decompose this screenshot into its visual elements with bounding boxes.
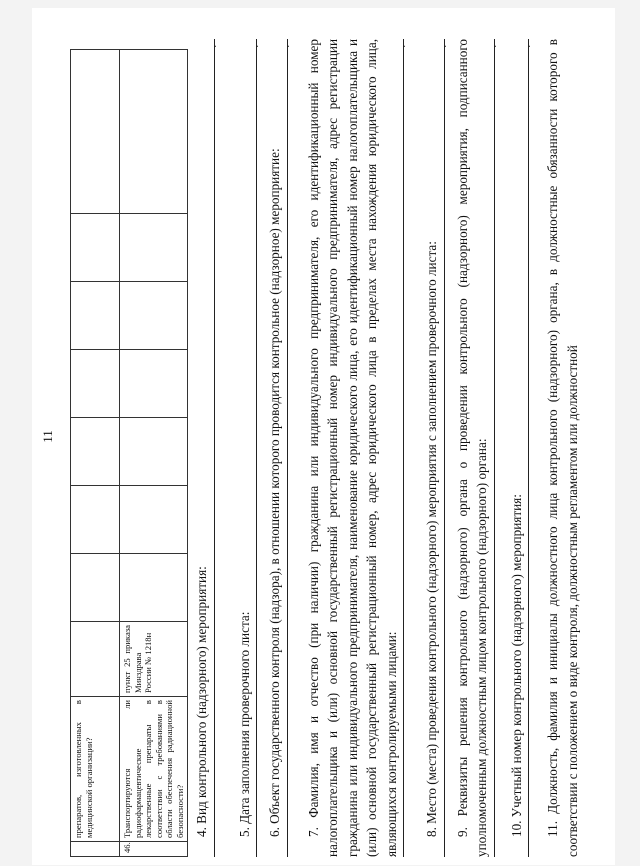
fill-line: . <box>287 39 288 857</box>
table-cell-number: 46. <box>120 842 188 857</box>
fill-line: . <box>444 39 445 857</box>
fill-line: . <box>403 39 404 857</box>
field-control-object: 6. Объект государственного контроля (надзора), в отношении которого проводится контрольное (надзорное) мероприятие: . <box>265 39 288 857</box>
table-cell-question: препаратов, изготовленных в медицинской организации? <box>71 697 120 842</box>
fill-line: . <box>214 39 215 857</box>
field-record-number: 10. Учетный номер контрольного (надзорного) мероприятия: . <box>507 39 530 857</box>
field-fill-date: 5. Дата заполнения проверочного листа: . <box>235 39 258 857</box>
field-official-position: 11. Должность, фамилия и инициалы должностного лица контрольного (надзорного) органа, в должностные обязанности которого в соответствии с положением о виде контроля, должностным регламентом или должностной <box>545 39 580 857</box>
checklist-table <box>70 49 188 857</box>
document-page <box>32 8 615 865</box>
fill-line: . <box>494 39 495 857</box>
table-cell-reference: пункт 25 приказа Минздрава России № 1218н <box>120 622 188 697</box>
fill-line: . <box>256 39 257 857</box>
field-inspection-type: 4. Вид контрольного (надзорного) мероприятия: . <box>192 39 215 857</box>
table-row <box>71 50 120 857</box>
field-decision-details: 9. Реквизиты решения контрольного (надзорного) органа о проведении контрольного (надзорного) мероприятия, подписанного уполномоченным должностным лицом контрольного (надзорного) органа: . <box>454 39 499 857</box>
form-fields <box>192 39 582 857</box>
fill-line: . <box>528 39 529 857</box>
page-number: 11 <box>40 430 55 443</box>
field-controlled-person: 7. Фамилия, имя и отчество (при наличии) гражданина или индивидуального предпринимателя, его идентификационный номер налогоплательщика и (или) основной государственный регистрационный номер индивидуального предпринимателя, адрес регистрации гражданина или индивидуального предпринимателя, наименование юридического лица, его идентификационный номер налогоплательщика и (или) основной государственный регистрационный номер, адрес юридического лица в пределах места нахождения юридического лица, являющихся контролируемыми лицами: . <box>305 39 408 857</box>
table-cell-question: Транспортируются ли радиофармацевтические лекарственные препараты в соответствии с требованиями в области обеспечения радиационной безопасности? <box>120 697 188 842</box>
rotated-content <box>32 8 615 865</box>
table-row <box>120 50 188 857</box>
field-inspection-place: 8. Место (места) проведения контрольного (надзорного) мероприятия с заполнением проверочного листа: . <box>422 39 445 857</box>
